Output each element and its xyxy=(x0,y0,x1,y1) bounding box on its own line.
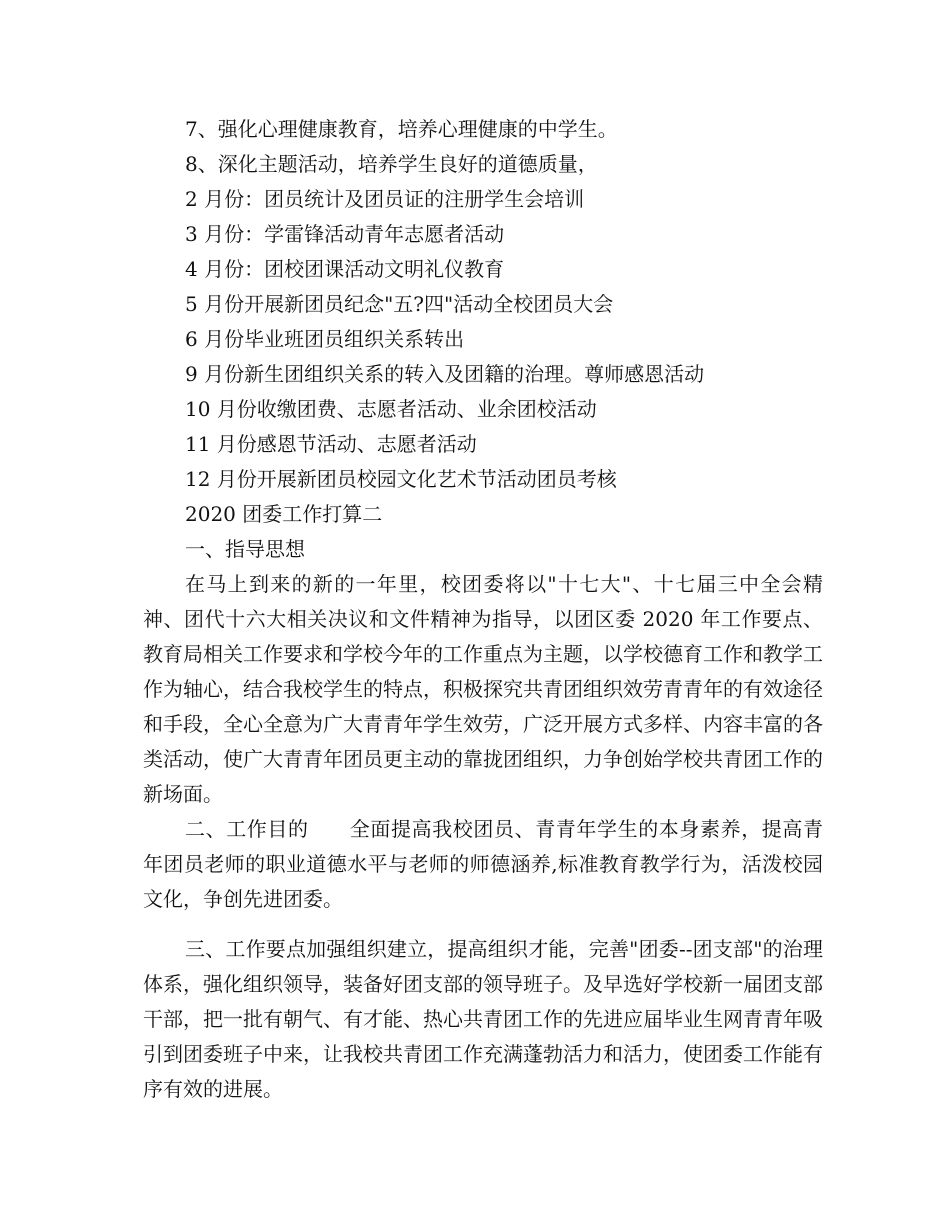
section-heading: 一、指导思想 xyxy=(185,537,305,561)
list-item: 7、强化心理健康教育，培养心理健康的中学生。 xyxy=(185,117,618,141)
list-item: 12 月份开展新团员校园文化艺术节活动团员考核 xyxy=(185,467,617,491)
list-item: 6 月份毕业班团员组织关系转出 xyxy=(185,327,465,351)
paragraph-work-points: 三、工作要点加强组织建立，提高组织才能，完善"团委--团支部"的治理体系，强化组织领导，装备好团支部的领导班子。及早选好学校新一届团支部干部，把一批有朝气、有才能、热心共青团工作的先进应届毕业生网青青年吸引到团委班子中来，让我校共青团工作充满蓬勃活力和活力，使团委工作能有序有效的进展。 xyxy=(143,937,823,1101)
list-item: 4 月份：团校团课活动文明礼仪教育 xyxy=(185,257,505,281)
list-item: 2 月份：团员统计及团员证的注册学生会培训 xyxy=(185,187,585,211)
list-item: 3 月份：学雷锋活动青年志愿者活动 xyxy=(185,222,505,246)
paragraph-work-goal: 二、工作目的 全面提高我校团员、青青年学生的本身素养，提高青年团员老师的职业道德水平与老师的师德涵养,标准教育教学行为，活泼校园文化，争创先进团委。 xyxy=(143,817,823,911)
paragraph-guiding-thought: 在马上到来的新的一年里，校团委将以"十七大"、十七届三中全会精神、团代十六大相关决议和文件精神为指导，以团区委 2020 年工作要点、教育局相关工作要求和学校今年的工作重点为主题，以学校德育工作和教学工作为轴心，结合我校学生的特点，积极探究共青团组织效劳青青年的有效途径和手段，全心全意为广大青青年学生效劳，广泛开展方式多样、内容丰富的各类活动，使广大青青年团员更主动的靠拢团组织，力争创始学校共青团工作的新场面。 xyxy=(143,572,823,806)
list-item: 5 月份开展新团员纪念"五?四"活动全校团员大会 xyxy=(185,292,614,316)
list-item: 9 月份新生团组织关系的转入及团籍的治理。尊师感恩活动 xyxy=(185,362,705,386)
list-item: 10 月份收缴团费、志愿者活动、业余团校活动 xyxy=(185,397,597,421)
list-item: 8、深化主题活动，培养学生良好的道德质量， xyxy=(185,152,598,176)
section-title: 2020 团委工作打算二 xyxy=(185,502,383,526)
list-item: 11 月份感恩节活动、志愿者活动 xyxy=(185,432,477,456)
